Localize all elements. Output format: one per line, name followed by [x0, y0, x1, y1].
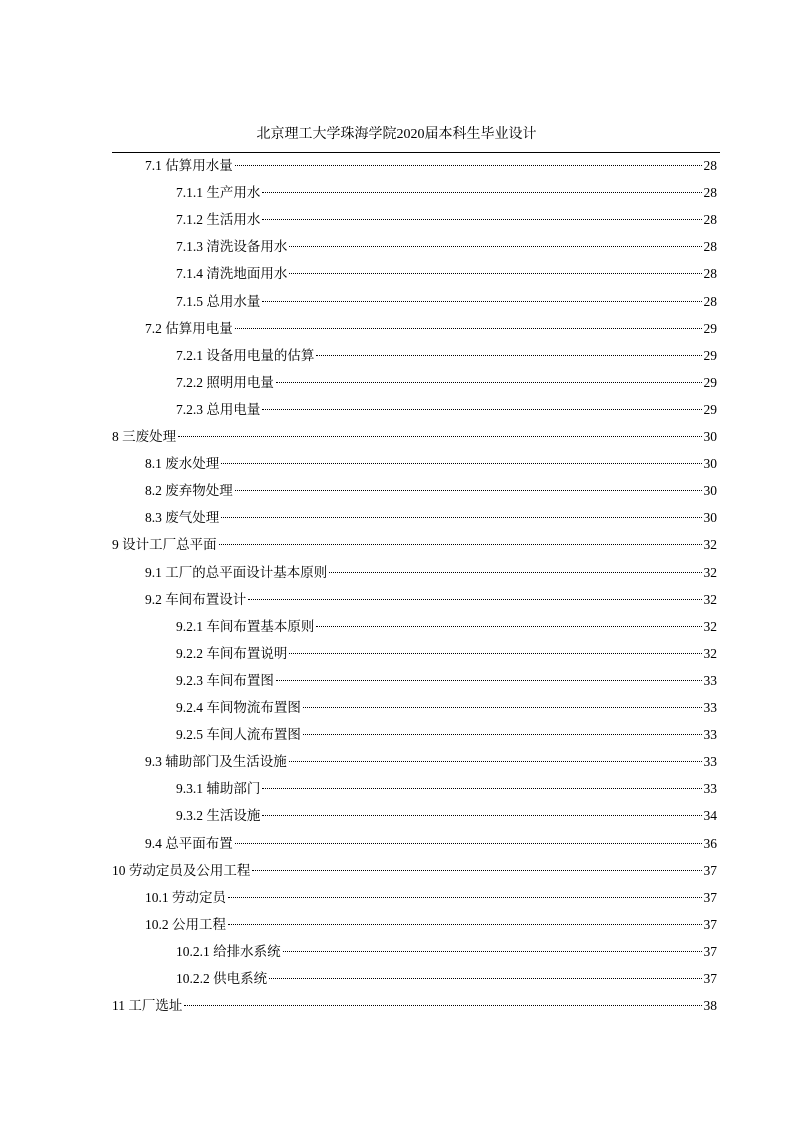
toc-entry[interactable]	[176, 373, 717, 393]
toc-dot-leader	[269, 978, 701, 979]
toc-entry[interactable]	[176, 237, 717, 257]
toc-entry-page-number: 30	[703, 510, 717, 526]
toc-entry-page-number: 29	[703, 320, 717, 336]
toc-entry-title: 7.2 估算用电量	[145, 320, 233, 336]
toc-entry-page-number: 28	[703, 212, 717, 228]
toc-entry[interactable]	[145, 156, 717, 176]
toc-dot-leader	[289, 246, 701, 247]
toc-entry[interactable]	[176, 183, 717, 203]
toc-dot-leader	[276, 680, 702, 681]
toc-entry-page-number: 33	[703, 781, 717, 797]
toc-entry-page-number: 38	[703, 998, 717, 1014]
toc-dot-leader	[235, 843, 702, 844]
toc-entry-page-number: 32	[703, 564, 717, 580]
toc-entry-title: 9 设计工厂总平面	[112, 537, 217, 553]
toc-entry-page-number: 33	[703, 754, 717, 770]
toc-entry-title: 8 三废处理	[112, 429, 177, 444]
toc-entry[interactable]	[145, 563, 717, 583]
toc-entry-title: 7.1.4 清洗地面用水	[176, 266, 288, 282]
toc-entry-title: 10.2.1 给排水系统	[176, 943, 281, 959]
toc-entry-title: 9.2.2 车间布置说明	[176, 645, 288, 661]
toc-entry-page-number: 28	[703, 158, 717, 173]
header-rule	[112, 152, 720, 153]
toc-entry-page-number: 30	[703, 429, 717, 444]
toc-entry-title: 7.2.1 设备用电量的估算	[176, 347, 315, 363]
toc-dot-leader	[235, 490, 702, 491]
toc-dot-leader	[289, 653, 701, 654]
toc-entry-title: 8.3 废气处理	[145, 510, 220, 526]
toc-entry[interactable]	[145, 454, 717, 474]
toc-entry-page-number: 37	[703, 862, 717, 878]
toc-entry-title: 10 劳动定员及公用工程	[112, 862, 251, 878]
toc-entry-title: 10.2.2 供电系统	[176, 971, 268, 986]
toc-entry-title: 10.2 公用工程	[145, 916, 226, 932]
toc-dot-leader	[184, 1005, 701, 1006]
toc-entry[interactable]	[145, 834, 717, 854]
toc-entry-title: 9.2.5 车间人流布置图	[176, 727, 301, 743]
toc-entry-page-number: 29	[703, 401, 717, 417]
toc-entry[interactable]	[176, 292, 717, 312]
toc-entry-title: 7.1.3 清洗设备用水	[176, 239, 288, 255]
toc-entry[interactable]	[176, 671, 717, 691]
toc-entry-page-number: 29	[703, 374, 717, 390]
toc-entry[interactable]	[145, 481, 717, 501]
toc-dot-leader	[262, 409, 701, 410]
toc-dot-leader	[289, 761, 702, 762]
toc-dot-leader	[178, 436, 701, 437]
toc-entry-page-number: 32	[703, 645, 717, 661]
toc-entry[interactable]	[176, 942, 717, 962]
toc-entry-page-number: 36	[703, 835, 717, 851]
toc-entry-title: 9.3 辅助部门及生活设施	[145, 754, 287, 770]
toc-entry[interactable]	[112, 861, 717, 881]
toc-entry-title: 7.1.1 生产用水	[176, 185, 261, 201]
toc-entry-title: 10.1 劳动定员	[145, 889, 226, 905]
toc-dot-leader	[262, 815, 701, 816]
toc-entry[interactable]	[145, 590, 717, 610]
toc-entry[interactable]	[112, 427, 717, 447]
toc-entry[interactable]	[145, 752, 717, 772]
toc-entry-title: 7.1 估算用水量	[145, 158, 233, 173]
toc-dot-leader	[221, 517, 701, 518]
toc-dot-leader	[228, 924, 702, 925]
toc-entry-page-number: 37	[703, 971, 717, 986]
toc-entry-page-number: 33	[703, 727, 717, 743]
toc-dot-leader	[329, 572, 701, 573]
toc-entry[interactable]	[176, 400, 717, 420]
toc-entry-title: 7.1.2 生活用水	[176, 212, 261, 228]
toc-entry-title: 7.2.2 照明用电量	[176, 374, 274, 390]
toc-dot-leader	[221, 463, 701, 464]
toc-entry[interactable]	[145, 319, 717, 339]
toc-entry-page-number: 28	[703, 185, 717, 201]
toc-dot-leader	[262, 219, 701, 220]
toc-dot-leader	[248, 599, 701, 600]
toc-entry[interactable]	[145, 915, 717, 935]
toc-entry-page-number: 30	[703, 483, 717, 499]
toc-dot-leader	[303, 734, 702, 735]
toc-entry-title: 9.2.4 车间物流布置图	[176, 700, 301, 715]
toc-dot-leader	[303, 707, 702, 708]
toc-entry[interactable]	[176, 264, 717, 284]
toc-entry[interactable]	[176, 617, 717, 637]
toc-entry[interactable]	[176, 698, 717, 718]
toc-dot-leader	[289, 273, 701, 274]
toc-entry-page-number: 28	[703, 266, 717, 282]
toc-dot-leader	[316, 355, 701, 356]
toc-entry-title: 8.1 废水处理	[145, 456, 220, 472]
toc-dot-leader	[235, 328, 702, 329]
toc-entry[interactable]	[176, 725, 717, 745]
toc-entry-title: 8.2 废弃物处理	[145, 483, 233, 499]
toc-dot-leader	[283, 951, 702, 952]
toc-entry[interactable]	[176, 210, 717, 230]
toc-entry-title: 9.2.3 车间布置图	[176, 672, 274, 688]
toc-dot-leader	[262, 788, 701, 789]
toc-dot-leader	[276, 382, 702, 383]
toc-entry-title: 7.1.5 总用水量	[176, 293, 261, 309]
toc-entry-page-number: 32	[703, 537, 717, 553]
toc-entry-title: 9.2.1 车间布置基本原则	[176, 618, 315, 634]
toc-entry-page-number: 28	[703, 239, 717, 255]
toc-entry-page-number: 33	[703, 700, 717, 715]
toc-entry[interactable]	[176, 969, 717, 989]
toc-entry-page-number: 30	[703, 456, 717, 472]
toc-entry-page-number: 37	[703, 889, 717, 905]
toc-entry-title: 9.1 工厂的总平面设计基本原则	[145, 564, 328, 580]
toc-entry-title: 9.3.2 生活设施	[176, 808, 261, 824]
toc-entry[interactable]	[176, 779, 717, 799]
toc-entry-page-number: 33	[703, 672, 717, 688]
toc-entry-title: 7.2.3 总用电量	[176, 401, 261, 417]
toc-dot-leader	[262, 192, 701, 193]
toc-entry-page-number: 28	[703, 293, 717, 309]
toc-entry-title: 11 工厂选址	[112, 998, 183, 1014]
toc-entry[interactable]	[145, 888, 717, 908]
toc-dot-leader	[228, 897, 702, 898]
toc-entry-page-number: 32	[703, 591, 717, 607]
toc-dot-leader	[316, 626, 701, 627]
toc-entry[interactable]	[112, 535, 717, 555]
toc-dot-leader	[262, 301, 701, 302]
toc-entry[interactable]	[145, 508, 717, 528]
toc-entry-page-number: 34	[703, 808, 717, 824]
toc-entry-page-number: 37	[703, 916, 717, 932]
toc-entry-page-number: 37	[703, 943, 717, 959]
toc-entry[interactable]	[176, 806, 717, 826]
toc-entry[interactable]	[176, 644, 717, 664]
toc-dot-leader	[252, 870, 701, 871]
toc-dot-leader	[219, 544, 702, 545]
toc-dot-leader	[235, 165, 702, 166]
toc-entry-title: 9.4 总平面布置	[145, 835, 233, 851]
page-header: 北京理工大学珠海学院2020届本科生毕业设计	[256, 127, 537, 142]
toc-entry-page-number: 32	[703, 618, 717, 634]
toc-entry[interactable]	[112, 996, 717, 1016]
toc-entry[interactable]	[176, 346, 717, 366]
toc-entry-page-number: 29	[703, 347, 717, 363]
toc-entry-title: 9.3.1 辅助部门	[176, 781, 261, 797]
toc-entry-title: 9.2 车间布置设计	[145, 591, 247, 607]
